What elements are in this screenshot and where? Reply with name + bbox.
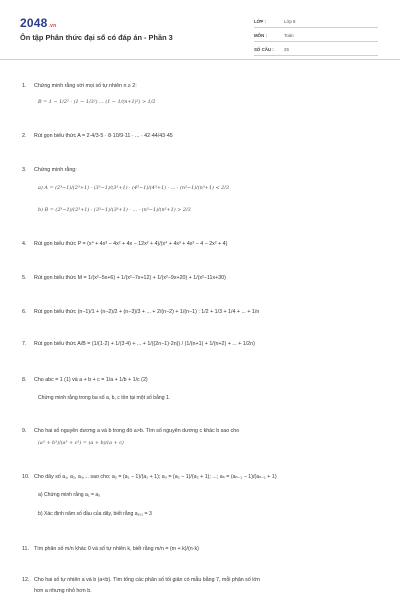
question-5 [22,275,226,281]
question-text: Tìm phân số m/n khác 0 và số tự nhiên k, biết rằng m/n = (m + k)/(n·k) [34,546,199,552]
question-text: Cho abc = 1 (1) và a + b + c = 1/a + 1/b + 1/c (2) [34,377,148,383]
question-text: Rút gọn biểu thức P = (x⁴ + 4x³ − 4x² + 4x − 12x² + 4)/(x⁴ + 4x³ + 4x² − 4 − 2x² + 4) [34,241,228,247]
part-label: b) [38,207,44,213]
question-number: 1. [22,83,27,89]
question-8-note: Chứng minh rằng trong ba số a, b, c tồn tại một số bằng 1. [38,395,171,401]
question-text: Cho hai số tự nhiên a và b (a<b). Tìm tổng các phân số tối giản có mẫu bằng 7, mỗi phân số lớn [34,577,260,583]
question-7 [22,341,255,347]
meta-key: SỐ CÂU : [254,47,274,52]
question-text: Cho dãy số a₁, a₂, a₃,... sao cho: a₂ = (a₁ − 1)/(a₁ + 1); a₃ = (a₂ − 1)/(a₂ + 1); ...; aₙ = (aₙ₋₁ − 1)/(aₙ₋₁ + 1) [34,474,277,480]
question-2 [22,133,173,139]
meta-class [254,19,295,24]
site-logo[interactable] [20,16,56,30]
question-text: Cho hai số nguyên dương a và b trong đó a>b. Tìm số nguyên dương c khác b sao cho [34,428,240,434]
question-3b [38,207,191,213]
meta-separator [254,41,378,42]
meta-key: MÔN : [254,33,267,38]
question-text: Rút gọn biểu thức M = 1/(x²−5x+6) + 1/(x²−7x+12) + 1/(x²−9x+20) + 1/(x²−11x+30) [34,275,226,281]
question-text: Rút gọn biểu thức A = 2·4/3·5 · 8·10/9·11 · ... · 42·44/43·45 [34,133,173,139]
question-number: 6. [22,309,27,315]
question-number: 11. [22,546,29,552]
part-text: Xác định năm số đầu của dãy, biết rằng a₁₀₁ = 3 [43,511,152,517]
question-number: 5. [22,275,27,281]
question-number: 2. [22,133,27,139]
question-1 [22,83,137,89]
question-number: 3. [22,167,27,173]
question-number: 9. [22,428,27,434]
question-number: 4. [22,241,27,247]
question-1-formula: B = 1 − 1/2² · (1 − 1/3²) ... (1 − 1/(n+1)²) > 1/2 [38,99,156,105]
question-12-continuation: hơn a nhưng nhỏ hơn b. [34,588,92,594]
part-text: Chứng minh rằng a₁ = a₅ [43,492,101,498]
question-9 [22,428,239,434]
part-label: b) [38,511,43,517]
question-number: 7. [22,341,27,347]
part-label: a) [38,185,43,191]
logo-text: 2048 [20,16,48,30]
question-4 [22,241,227,247]
header-divider [0,59,400,60]
document-title: Ôn tập Phân thức đại số có đáp án - Phần 3 [20,33,173,42]
question-6 [22,309,259,315]
meta-value: Toán [284,33,294,38]
question-11 [22,546,199,552]
meta-separator [254,55,378,56]
question-10 [22,474,277,480]
part-formula: B = (2³−1)/(2³+1) · (3³−1)/(3³+1) · ... · (n³−1)/(n³+1) > 2/3 [44,207,191,213]
meta-value: Lớp 8 [284,19,296,24]
question-12 [22,577,260,583]
question-text: Chứng minh rằng với mọi số tự nhiên n ≥ 2: [34,83,137,89]
meta-key: LỚP : [254,19,266,24]
meta-separator [254,27,378,28]
question-number: 12. [22,577,30,583]
question-text: Chứng minh rằng: [34,167,77,173]
question-text: Rút gọn biểu thức A/B = (1/(1·2) + 1/(3·4) + ... + 1/((2n−1)·2n)) / (1/(n+1) + 1/(n+2) + ... + 1/2n) [34,341,255,347]
meta-subject [254,33,294,38]
question-8 [22,377,148,383]
question-number: 10. [22,474,30,480]
question-text: Rút gọn biểu thức (n−1)/1 + (n−2)/2 + (n−3)/3 + ... + 2/(n−2) + 1/(n−1) : 1/2 + 1/3 + 1/4 + ... + 1/n [34,309,260,315]
question-10b [38,511,152,517]
question-3a [38,185,229,191]
meta-value: 25 [284,47,289,52]
question-9-formula: (a³ + b³)/(a³ + c³) = (a + b)/(a + c) [38,440,124,446]
part-formula: A = (2³−1)/(2³+1) · (3³−1)/(3³+1) · (4³−1)/(4³+1) · ... · (n³−1)/(n³+1) < 2/3 [44,185,229,191]
question-10a [38,492,100,498]
meta-question-count [254,47,289,52]
question-3 [22,167,77,173]
question-number: 8. [22,377,27,383]
part-label: a) [38,492,43,498]
logo-suffix: .vn [48,23,57,29]
